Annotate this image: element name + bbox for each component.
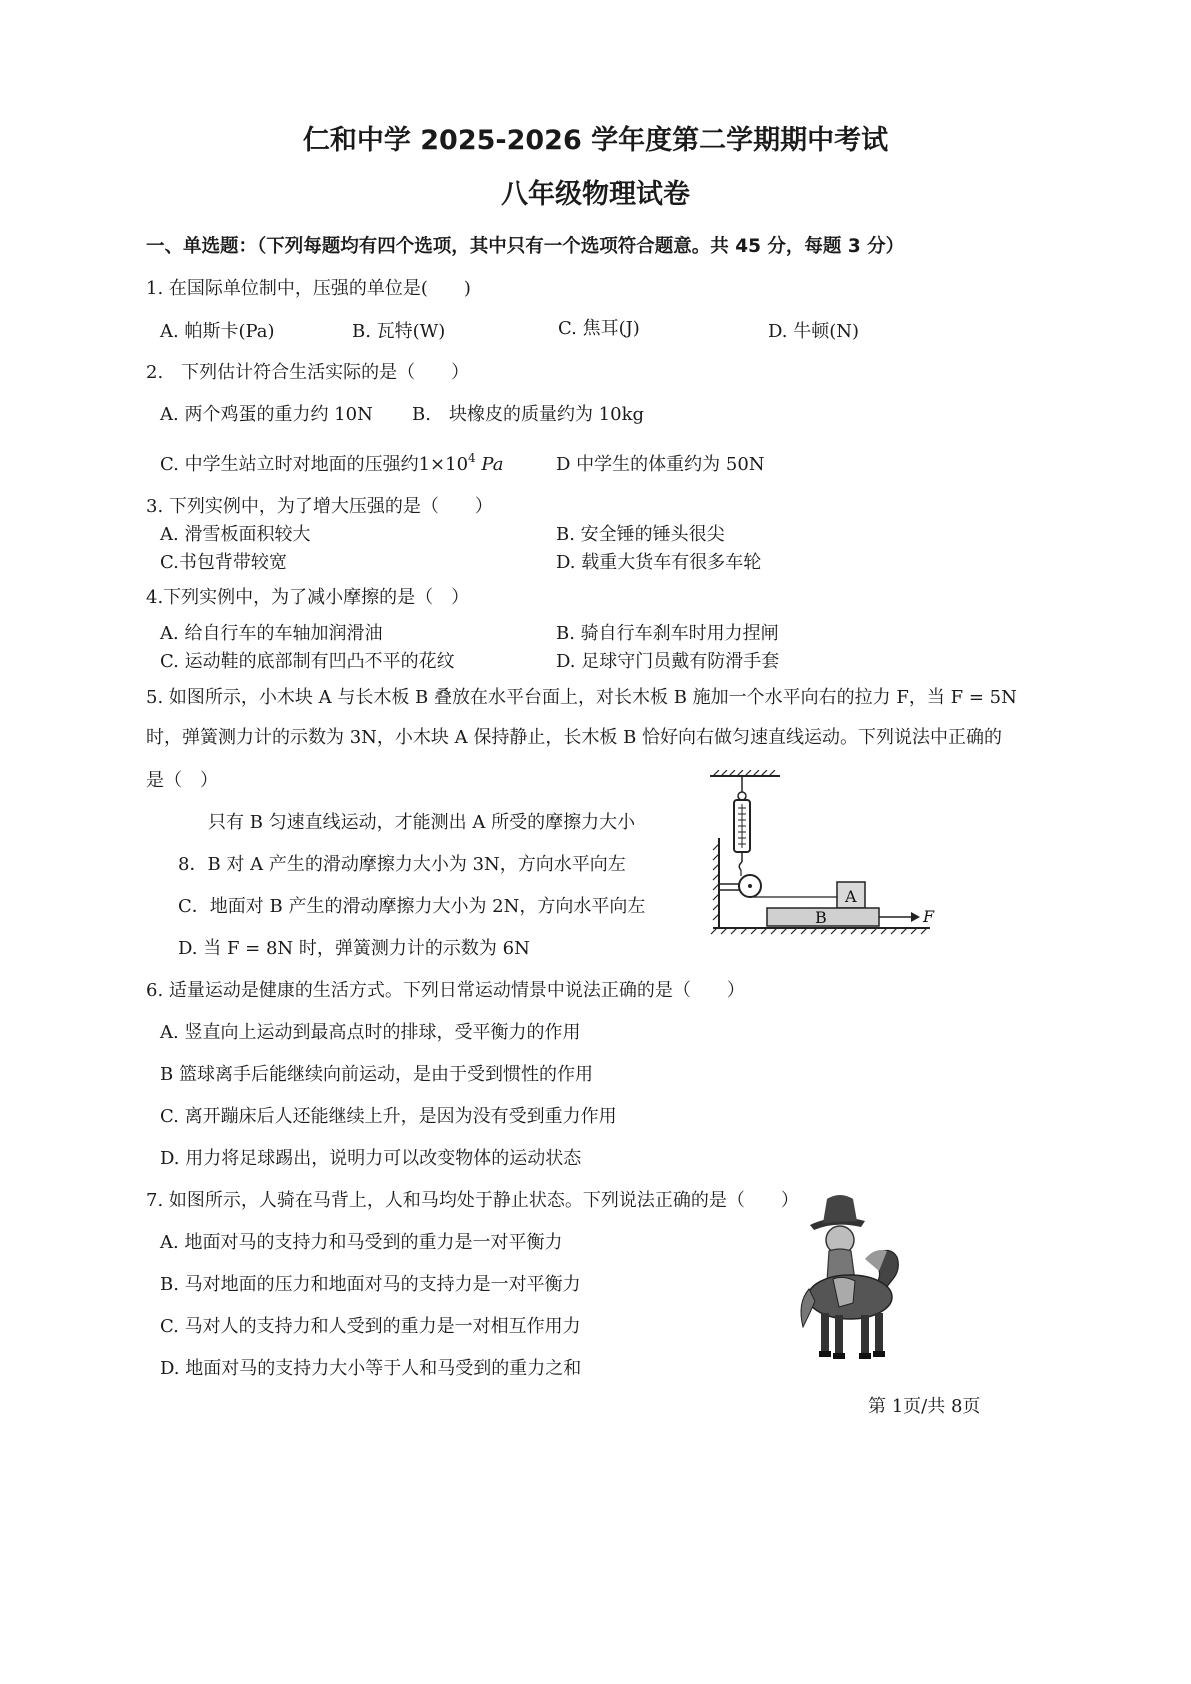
question-5-option-b: 8．B 对 A 产生的滑动摩擦力大小为 3N，方向水平向左 [178, 854, 626, 875]
question-5-option-c: C．地面对 B 产生的滑动摩擦力大小为 2N，方向水平向左 [178, 896, 646, 917]
question-7-option-c: C. 马对人的支持力和人受到的重力是一对相互作用力 [160, 1316, 581, 1337]
question-4-option-a: A. 给自行车的车轴加润滑油 [160, 623, 383, 644]
question-2-option-a: A. 两个鸡蛋的重力约 10N [160, 404, 373, 425]
question-2-stem: 2. 下列估计符合生活实际的是（ ） [146, 362, 470, 383]
question-2-option-c-text: C. 中学生站立时对地面的压强约 [160, 454, 419, 475]
question-4-stem: 4.下列实例中，为了减小摩擦的是（ ） [146, 587, 470, 608]
question-5-stem-line-2: 时，弹簧测力计的示数为 3N，小木块 A 保持静止，长木板 B 恰好向右做匀速直线运动。下列说法中正确的 [146, 727, 1003, 748]
question-1-option-b: B. 瓦特(W) [352, 321, 446, 342]
question-6-stem: 6. 适量运动是健康的生活方式。下列日常运动情景中说法正确的是（ ） [146, 980, 745, 1001]
question-7-option-b: B. 马对地面的压力和地面对马的支持力是一对平衡力 [160, 1274, 581, 1295]
question-6-option-b: B 篮球离手后能继续向前运动，是由于受到惯性的作用 [160, 1064, 593, 1085]
question-3-option-a: A. 滑雪板面积较大 [160, 524, 311, 545]
question-2-option-c [160, 450, 503, 476]
question-2-option-c-exponent: 4 [468, 451, 476, 465]
question-3-stem: 3. 下列实例中，为了增大压强的是（ ） [146, 496, 493, 517]
figure-label-a: A [845, 887, 857, 906]
question-6-option-a: A. 竖直向上运动到最高点时的排球，受平衡力的作用 [160, 1022, 581, 1043]
figure-label-f: F [923, 907, 935, 926]
question-1-option-c: C. 焦耳(J) [558, 318, 640, 339]
figure-label-b: B [815, 908, 827, 927]
question-6-option-d: D. 用力将足球踢出，说明力可以改变物体的运动状态 [160, 1148, 582, 1169]
question-7-option-d: D. 地面对马的支持力大小等于人和马受到的重力之和 [160, 1358, 582, 1379]
question-7-option-a: A. 地面对马的支持力和马受到的重力是一对平衡力 [160, 1232, 563, 1253]
question-1-option-a: A. 帕斯卡(Pa) [160, 321, 275, 342]
question-5-option-d: D. 当 F = 8N 时，弹簧测力计的示数为 6N [178, 938, 530, 959]
spring-scale-friction-figure [705, 770, 945, 945]
rider-on-horse-illustration [795, 1185, 915, 1365]
question-5-option-a: 只有 B 匀速直线运动，才能测出 A 所受的摩擦力大小 [208, 812, 636, 833]
section-heading: 一、单选题：（下列每题均有四个选项，其中只有一个选项符合题意。共 45 分，每题 3 分） [146, 236, 905, 257]
question-3-option-c: C.书包背带较宽 [160, 552, 287, 573]
question-2-option-c-base: 1×10 [418, 454, 469, 475]
exam-title: 仁和中学 2025-2026 学年度第二学期期中考试 [302, 125, 889, 156]
question-7-stem: 7. 如图所示，人骑在马背上，人和马均处于静止状态。下列说法正确的是（ ） [146, 1190, 799, 1211]
page-number: 第 1页/共 8页 [868, 1396, 981, 1417]
exam-subtitle: 八年级物理试卷 [501, 179, 690, 210]
question-4-option-c: C. 运动鞋的底部制有凹凸不平的花纹 [160, 651, 455, 672]
question-2-option-b: B. 块橡皮的质量约为 10kg [412, 404, 645, 425]
question-3-option-b: B. 安全锤的锤头很尖 [556, 524, 725, 545]
question-2-option-d: D 中学生的体重约为 50N [556, 454, 765, 475]
question-1-option-d: D. 牛顿(N) [768, 321, 860, 342]
question-1-stem: 1. 在国际单位制中，压强的单位是( ) [146, 278, 471, 299]
question-3-option-d: D. 载重大货车有很多车轮 [556, 552, 762, 573]
question-2-option-c-unit: Pa [481, 454, 504, 475]
question-4-option-d: D. 足球守门员戴有防滑手套 [556, 651, 780, 672]
question-5-stem-line-1: 5. 如图所示，小木块 A 与长木板 B 叠放在水平台面上，对长木板 B 施加一个水平向右的拉力 F，当 F = 5N [146, 687, 1017, 708]
question-5-stem-line-3: 是（ ） [146, 770, 218, 791]
question-4-option-b: B. 骑自行车刹车时用力捏闸 [556, 623, 779, 644]
question-6-option-c: C. 离开蹦床后人还能继续上升，是因为没有受到重力作用 [160, 1106, 617, 1127]
